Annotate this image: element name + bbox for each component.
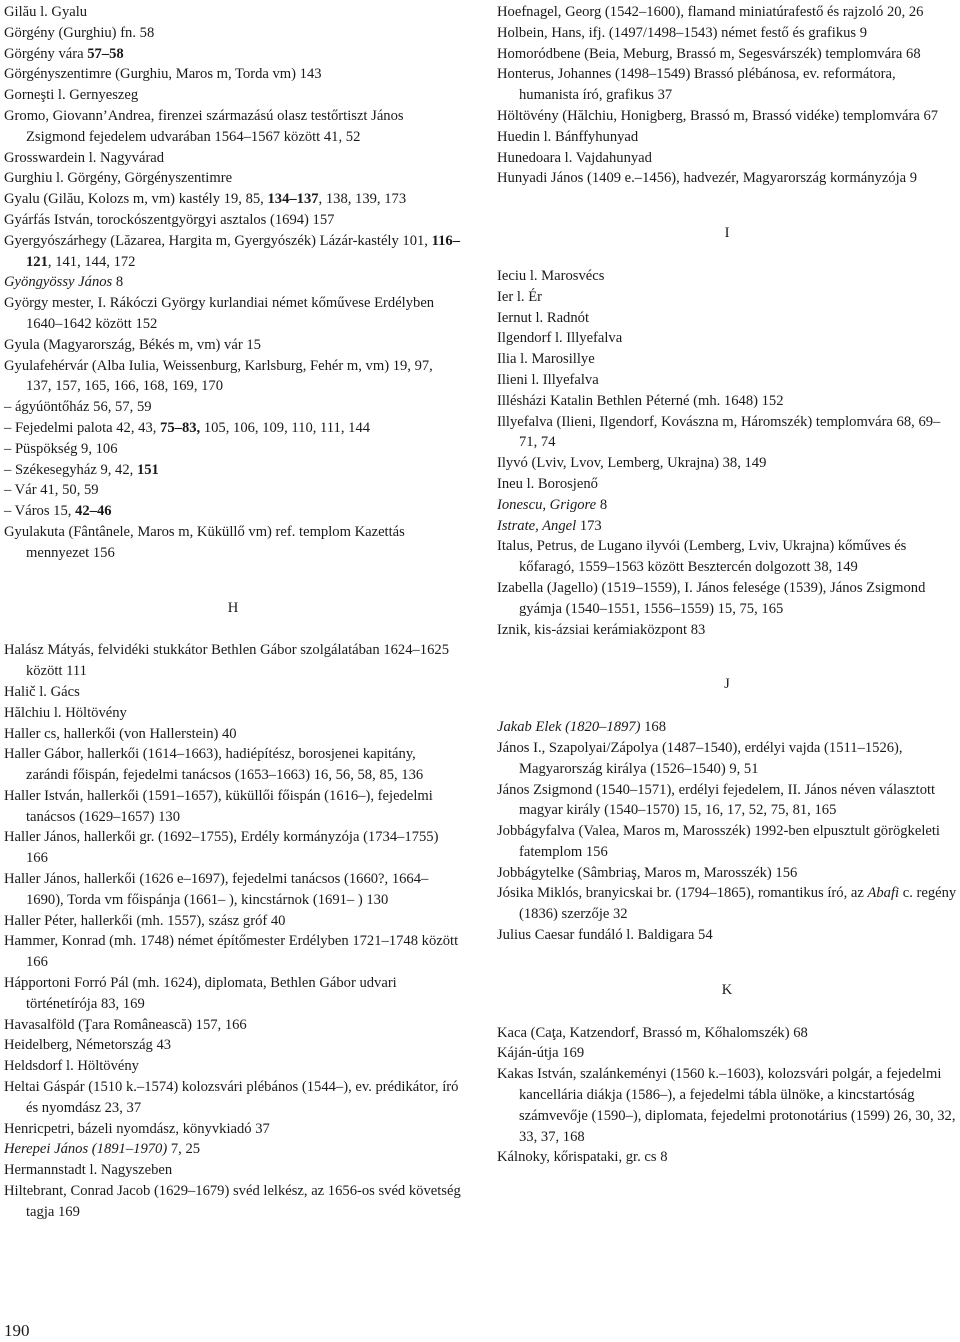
entry-text: Ineu l. Borosjenő <box>497 475 598 492</box>
index-entry <box>4 2 462 23</box>
entry-text: Ier l. Ér <box>497 288 542 305</box>
entry-text: Gyalu (Gilău, Kolozs m, vm) kastély 19, 85, <box>4 191 268 208</box>
entry-text: Haller cs, hallerkői (von Hallerstein) 40 <box>4 725 237 742</box>
index-entry <box>4 911 462 932</box>
entry-text: Gyulafehérvár (Alba Iulia, Weissenburg, Karlsburg, Fehér m, vm) 19, 97, 137, 157, 165, 166, 168, 169, 170 <box>4 357 433 395</box>
entry-text: Kaca (Caţa, Katzendorf, Brassó m, Kőhalomszék) 68 <box>497 1024 808 1041</box>
entry-text: Halász Mátyás, felvidéki stukkátor Bethlen Gábor szolgálatában 1624–1625 között 111 <box>4 642 449 680</box>
index-entry <box>4 501 462 522</box>
index-entry <box>4 973 462 1015</box>
entry-text: Heltai Gáspár (1510 k.–1574) kolozsvári plébános (1544–), ev. prédikátor, író és nyomdász 23, 37 <box>4 1079 459 1116</box>
index-entry <box>497 266 957 287</box>
entry-text: Halič l. Gács <box>4 683 80 700</box>
index-entry <box>4 189 462 210</box>
entry-text: – Székesegyház 9, 42, <box>4 461 137 478</box>
entry-text: Gilău l. Gyalu <box>4 4 88 20</box>
index-entry <box>4 439 462 460</box>
index-entry <box>497 391 957 412</box>
index-entry <box>4 64 462 85</box>
index-entry <box>497 287 957 308</box>
entry-text: Kálnoky, kőrispataki, gr. cs 8 <box>497 1149 668 1166</box>
index-entry <box>4 703 462 724</box>
entry-text: K <box>721 981 733 998</box>
index-entry <box>4 480 462 501</box>
index-entry <box>497 1023 957 1044</box>
index-entry <box>497 328 957 349</box>
entry-text: Julius Caesar fundáló l. Baldigara 54 <box>497 927 713 944</box>
index-entry <box>4 397 462 418</box>
index-entry <box>497 349 957 370</box>
entry-text: Hoefnagel, Georg (1542–1600), flamand miniatúrafestő és rajzoló 20, 26 <box>497 4 924 20</box>
entry-text: Henricpetri, bázeli nyomdász, könyvkiadó 37 <box>4 1120 270 1137</box>
italic-text: Ionescu, Grigore <box>497 496 597 513</box>
entry-text: Hammer, Konrad (mh. 1748) német építőmester Erdélyben 1721–1748 között 166 <box>4 933 459 971</box>
entry-text: Gorneşti l. Gernyeszeg <box>4 87 139 104</box>
page-number: 190 <box>4 1321 30 1340</box>
entry-text: Gyulakuta (Fântânele, Maros m, Küküllő vm) ref. templom Kazettás mennyezet 156 <box>4 523 405 561</box>
entry-text: Grosswardein l. Nagyvárad <box>4 149 165 166</box>
entry-text: Haller Péter, hallerkői (mh. 1557), szász gróf 40 <box>4 912 286 929</box>
index-entry <box>497 106 957 127</box>
index-entry <box>4 356 462 398</box>
entry-text: Görgényszentimre (Gurghiu, Maros m, Torda vm) 143 <box>4 66 322 83</box>
index-entry <box>4 724 462 745</box>
entry-text: Hiltebrant, Conrad Jacob (1629–1679) svéd lelkész, az 1656-os svéd követség tagja 169 <box>4 1183 461 1220</box>
index-entry <box>497 620 957 641</box>
entry-text: Hălchiu l. Höltövény <box>4 704 127 721</box>
section-letter-heading <box>497 980 957 1001</box>
entry-text: Jobbágytelke (Sâmbriaş, Maros m, Marosszék) 156 <box>497 864 798 881</box>
index-entry <box>4 1139 462 1160</box>
index-column-left <box>4 2 462 1223</box>
index-entry <box>497 925 957 946</box>
entry-text: Haller János, hallerkői gr. (1692–1755), Erdély kormányzója (1734–1755) 166 <box>4 829 439 867</box>
index-entry <box>4 44 462 65</box>
entry-text: Höltövény (Hălchiu, Honigberg, Brassó m, Brassó vidéke) templomvára 67 <box>497 107 939 124</box>
entry-text: Ieciu l. Marosvécs <box>497 267 605 284</box>
index-entry <box>497 23 957 44</box>
index-entry <box>4 1015 462 1036</box>
entry-text: Gyula (Magyarország, Békés m, vm) vár 15 <box>4 336 261 353</box>
index-entry <box>497 412 957 454</box>
entry-text: – ágyúöntőház 56, 57, 59 <box>4 399 152 416</box>
entry-text: Hermannstadt l. Nagyszeben <box>4 1162 173 1179</box>
index-entry <box>497 738 957 780</box>
index-entry <box>497 1064 957 1147</box>
entry-text: Hápportoni Forró Pál (mh. 1624), diplomata, Bethlen Gábor udvari történetírója 83, 169 <box>4 975 397 1012</box>
entry-text: János I., Szapolyai/Zápolya (1487–1540), erdélyi vajda (1511–1526), Magyarország királya (1526–1540) 9, 51 <box>497 739 903 777</box>
index-entry <box>4 148 462 169</box>
index-entry <box>4 1181 462 1223</box>
index-entry <box>497 717 957 738</box>
entry-text: – Vár 41, 50, 59 <box>4 482 99 499</box>
index-entry <box>4 1035 462 1056</box>
italic-text: Jakab Elek (1820–1897) <box>497 719 641 736</box>
entry-text: Illyefalva (Ilieni, Ilgendorf, Kovászna m, Háromszék) templomvára 68, 69–71, 74 <box>497 413 941 451</box>
entry-text: , 141, 144, 172 <box>47 253 136 270</box>
entry-text: Havasalföld (Ţara Românească) 157, 166 <box>4 1016 247 1033</box>
index-entry <box>497 1043 957 1064</box>
index-entry <box>497 1147 957 1168</box>
entry-text: Illésházi Katalin Bethlen Péterné (mh. 1648) 152 <box>497 392 784 409</box>
index-entry <box>497 821 957 863</box>
entry-text: Haller István, hallerkői (1591–1657), küküllői főispán (1616–), fejedelmi tanácsos (1629–1657) 130 <box>4 787 433 825</box>
entry-text: Hunyadi János (1409 e.–1456), hadvezér, Magyarország kormányzója 9 <box>497 170 918 187</box>
entry-text: J <box>724 676 730 693</box>
bold-page-ref: 151 <box>136 461 159 478</box>
entry-text: 173 <box>576 517 602 534</box>
entry-text: Ilgendorf l. Illyefalva <box>497 330 623 347</box>
entry-text: 8 <box>112 274 124 291</box>
entry-text: Honterus, Johannes (1498–1549) Brassó plébánosa, ev. reformátora, humanista író, grafikus 37 <box>497 66 896 104</box>
index-entry <box>497 453 957 474</box>
bold-page-ref: 75–83, <box>160 419 201 436</box>
entry-text: Iznik, kis-ázsiai kerámiaközpont 83 <box>497 621 706 638</box>
index-entry <box>497 536 957 578</box>
index-entry <box>4 85 462 106</box>
bold-page-ref: 57–58 <box>87 45 124 62</box>
index-entry <box>497 127 957 148</box>
entry-text: Görgény (Gurghiu) fn. 58 <box>4 24 155 41</box>
entry-text: Gyárfás István, torockószentgyörgyi asztalos (1694) 157 <box>4 211 335 228</box>
entry-text: 8 <box>596 496 608 513</box>
index-column-right <box>497 2 957 1168</box>
index-entry <box>4 293 462 335</box>
index-entry <box>497 148 957 169</box>
bold-page-ref: 42–46 <box>75 503 112 520</box>
italic-text: Herepei János (1891–1970) <box>4 1141 168 1158</box>
italic-text: Abafi <box>867 885 900 902</box>
entry-text: Kakas István, szalánkeményi (1560 k.–1603), kolozsvári polgár, a fejedelmi kancellária diákja (1586–), a fejedelmi tábla ülnöke, a kincstartóság számvevője (1590–), diplomata, fejedelmi protonotárius (1599) 26, 30, 32, 33, 37, 168 <box>497 1066 956 1145</box>
index-entry <box>497 308 957 329</box>
entry-text: Káján-útja 169 <box>497 1045 585 1062</box>
index-entry <box>497 44 957 65</box>
index-entry <box>497 863 957 884</box>
index-entry <box>4 418 462 439</box>
index-entry <box>497 578 957 620</box>
entry-text: Holbein, Hans, ifj. (1497/1498–1543) német festő és grafikus 9 <box>497 24 868 41</box>
index-entry <box>4 931 462 973</box>
index-entry <box>4 1056 462 1077</box>
index-entry <box>4 23 462 44</box>
index-entry <box>4 210 462 231</box>
index-entry <box>497 516 957 537</box>
entry-text: Gurghiu l. Görgény, Görgényszentimre <box>4 170 233 187</box>
entry-text: Haller János, hallerkői (1626 e–1697), fejedelmi tanácsos (1660?, 1664–1690), Torda vm főispánja (1661– ), kincstárnok (1691– ) 130 <box>4 871 429 908</box>
entry-text: Heidelberg, Németország 43 <box>4 1037 172 1054</box>
entry-text: I <box>724 225 730 242</box>
index-entry <box>4 106 462 148</box>
entry-text: Ilia l. Marosillye <box>497 351 595 368</box>
entry-text: Heldsdorf l. Höltövény <box>4 1058 139 1075</box>
entry-text: Gromo, Giovann’Andrea, firenzei származású olasz testőrtiszt János Zsigmond fejedelem udvarában 1564–1567 között 41, 52 <box>4 107 404 145</box>
entry-text: H <box>227 599 239 616</box>
index-entry <box>4 335 462 356</box>
entry-text: c. regény (1836) szerzője 32 <box>519 885 957 923</box>
entry-text: György mester, I. Rákóczi György kurlandiai német kőművese Erdélyben 1640–1642 között 152 <box>4 295 435 332</box>
italic-text: Gyöngyössy János <box>4 274 113 291</box>
index-entry <box>4 522 462 564</box>
entry-text: Görgény vára <box>4 45 88 62</box>
entry-text: Gyergyószárhegy (Lăzarea, Hargita m, Gyergyószék) Lázár-kastély 101, <box>4 232 432 249</box>
index-entry <box>497 64 957 106</box>
index-entry <box>497 370 957 391</box>
entry-text: 105, 106, 109, 110, 111, 144 <box>200 419 371 436</box>
entry-text: 7, 25 <box>167 1141 201 1158</box>
index-entry <box>4 786 462 828</box>
section-letter-heading <box>4 598 462 619</box>
entry-text: Italus, Petrus, de Lugano ilyvói (Lemberg, Lviv, Ukrajna) kőműves és kőfaragó, 1559–1563 között Besztercén dolgozott 38, 149 <box>497 538 907 576</box>
index-entry <box>497 780 957 822</box>
bold-page-ref: 116–121 <box>26 232 460 270</box>
index-entry <box>497 2 957 23</box>
index-entry <box>4 744 462 786</box>
index-entry <box>4 168 462 189</box>
index-entry <box>497 168 957 189</box>
entry-text: Ilyvó (Lviv, Lvov, Lemberg, Ukrajna) 38, 149 <box>497 455 767 472</box>
entry-text: Jobbágyfalva (Valea, Maros m, Marosszék) 1992-ben elpusztult görögkeleti fatemplom 156 <box>497 823 940 860</box>
index-entry <box>4 682 462 703</box>
section-letter-heading <box>497 223 957 244</box>
entry-text: Iernut l. Radnót <box>497 309 590 326</box>
index-entry <box>4 640 462 682</box>
entry-text: – Fejedelmi palota 42, 43, <box>4 419 161 436</box>
bold-page-ref: 134–137 <box>267 191 319 208</box>
entry-text: Huedin l. Bánffyhunyad <box>497 128 639 145</box>
entry-text: , 138, 139, 173 <box>318 191 407 208</box>
entry-text: Izabella (Jagello) (1519–1559), I. János felesége (1539), János Zsigmond gyámja (1540–1551, 1556–1559) 15, 75, 165 <box>497 579 926 617</box>
entry-text: – Püspökség 9, 106 <box>4 440 118 457</box>
entry-text: – Város 15, <box>4 503 76 520</box>
index-entry <box>4 272 462 293</box>
entry-text: Haller Gábor, hallerkői (1614–1663), hadiépítész, borosjenei kapitány, zarándi főispán, fejedelmi tanácsos (1653–1663) 16, 56, 58, 85, 136 <box>4 746 424 784</box>
entry-text: Jósika Miklós, branyicskai br. (1794–1865), romantikus író, az <box>497 885 868 902</box>
index-entry <box>497 474 957 495</box>
entry-text: 168 <box>640 719 667 736</box>
index-entry <box>4 869 462 911</box>
entry-text: Homoródbene (Beia, Meburg, Brassó m, Segesvárszék) templomvára 68 <box>497 45 921 62</box>
index-entry <box>497 883 957 925</box>
entry-text: Hunedoara l. Vajdahunyad <box>497 149 652 166</box>
index-entry <box>4 231 462 273</box>
entry-text: János Zsigmond (1540–1571), erdélyi fejedelem, II. János néven választott magyar király (1540–1570) 15, 16, 17, 52, 75, 81, 165 <box>497 781 936 819</box>
index-entry <box>497 495 957 516</box>
italic-text: Istrate, Angel <box>497 517 577 534</box>
index-entry <box>4 460 462 481</box>
index-entry <box>4 1160 462 1181</box>
entry-text: Ilieni l. Illyefalva <box>497 371 599 388</box>
index-entry <box>4 827 462 869</box>
index-entry <box>4 1119 462 1140</box>
index-entry <box>4 1077 462 1119</box>
section-letter-heading <box>497 674 957 695</box>
